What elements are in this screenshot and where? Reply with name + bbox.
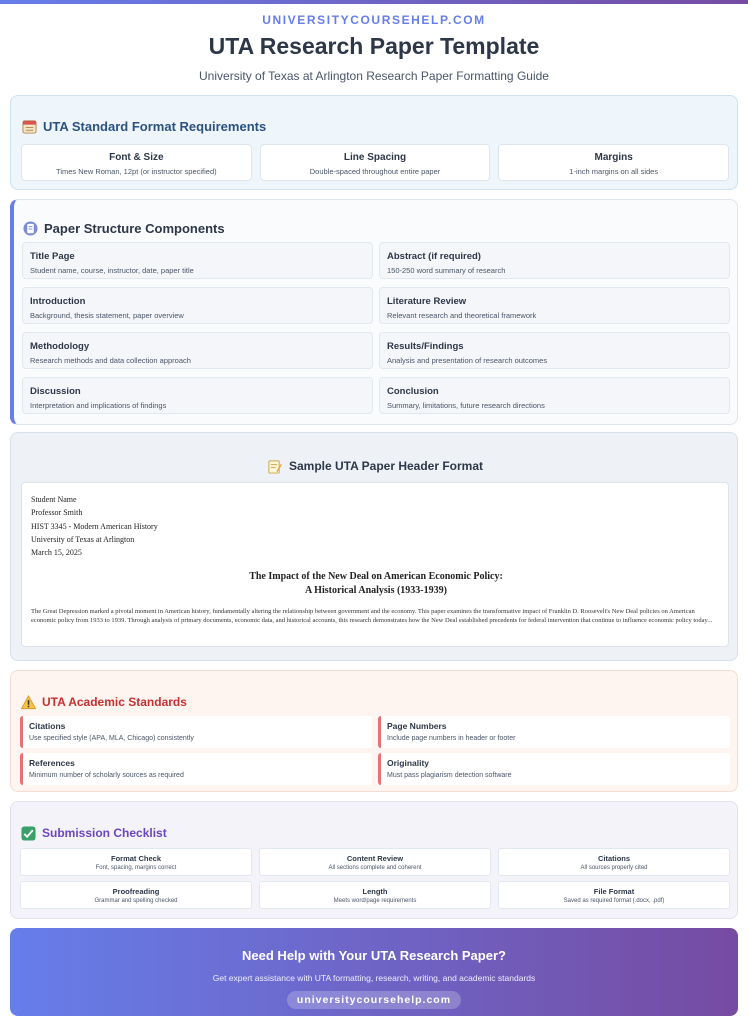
submission-checklist-section <box>10 801 738 919</box>
section-title: UTA Standard Format Requirements <box>43 118 267 134</box>
card-desc: 1-inch margins on all sides <box>569 167 659 176</box>
structure-card-conclusion <box>379 377 730 414</box>
card-desc: Grammar and spelling checked <box>94 898 178 904</box>
card-title: File Format <box>593 887 635 896</box>
top-accent-bar <box>0 0 748 4</box>
section-title: Submission Checklist <box>42 826 167 840</box>
card-desc: Saved as required format (.docx, .pdf) <box>563 898 665 904</box>
format-requirements-section <box>10 95 738 190</box>
submission-checklist-heading <box>20 825 167 841</box>
structure-card-abstract <box>379 242 730 279</box>
card-desc: All sources properly cited <box>580 865 648 871</box>
checklist-card-proofreading <box>20 881 252 909</box>
format-card-font <box>21 144 252 181</box>
document-icon <box>22 220 38 236</box>
help-cta-banner <box>10 928 738 1016</box>
card-desc: Times New Roman, 12pt (or instructor specified) <box>56 167 217 176</box>
sample-header-section <box>10 432 738 661</box>
header-line-university: University of Texas at Arlington <box>31 535 135 544</box>
card-title: Margins <box>594 152 633 163</box>
card-desc: Research methods and data collection approach <box>30 356 191 365</box>
checklist-card-content <box>259 848 491 876</box>
page-title: UTA Research Paper Template <box>208 33 540 59</box>
card-desc: Student name, course, instructor, date, paper title <box>30 266 194 275</box>
card-desc: Meets word/page requirements <box>333 898 417 904</box>
paper-structure-heading <box>22 220 225 236</box>
cta-title: Need Help with Your UTA Research Paper? <box>242 948 506 963</box>
structure-card-discussion <box>22 377 373 414</box>
header-line-name: Student Name <box>31 495 77 504</box>
card-title: Format Check <box>110 854 161 863</box>
standard-card-references <box>20 753 372 785</box>
cta-description: Get expert assistance with UTA formatting, research, writing, and academic standards <box>212 973 536 983</box>
checklist-card-citations <box>498 848 730 876</box>
standard-card-page-numbers <box>378 716 730 748</box>
card-desc: Summary, limitations, future research directions <box>387 401 545 410</box>
card-title: Results/Findings <box>387 341 464 352</box>
card-title: Proofreading <box>112 887 160 896</box>
header-line-date: March 15, 2025 <box>31 548 82 557</box>
cta-website-button[interactable]: universitycoursehelp.com <box>287 991 461 1009</box>
structure-card-methodology <box>22 332 373 369</box>
card-desc: Include page numbers in header or footer <box>387 735 516 742</box>
card-title: Methodology <box>30 341 90 352</box>
structure-card-results <box>379 332 730 369</box>
format-card-spacing <box>260 144 491 181</box>
section-title: Sample UTA Paper Header Format <box>288 459 484 473</box>
card-title: Originality <box>387 758 430 768</box>
card-title: Title Page <box>30 251 75 262</box>
academic-standards-section <box>10 670 738 792</box>
structure-card-introduction <box>22 287 373 324</box>
card-title: Content Review <box>346 854 404 863</box>
card-desc: Font, spacing, margins correct <box>95 865 177 871</box>
card-title: Discussion <box>30 386 81 397</box>
card-desc: Must pass plagiarism detection software <box>387 772 512 779</box>
standard-card-citations <box>20 716 372 748</box>
card-desc: Interpretation and implications of findings <box>30 401 167 410</box>
structure-card-literature-review <box>379 287 730 324</box>
page-header <box>0 13 748 83</box>
check-icon <box>20 825 36 841</box>
paper-title-line-2: A Historical Analysis (1933-1939) <box>305 585 447 596</box>
card-desc: Use specified style (APA, MLA, Chicago) consistently <box>29 735 194 742</box>
card-title: Literature Review <box>387 296 467 307</box>
card-title: References <box>29 758 75 768</box>
sample-paper <box>21 482 729 647</box>
academic-standards-heading <box>20 694 187 710</box>
header-line-course: HIST 3345 - Modern American History <box>31 522 158 531</box>
card-title: Citations <box>597 854 631 863</box>
paper-title-line-1: The Impact of the New Deal on American Economic Policy: <box>249 571 503 582</box>
card-title: Citations <box>29 721 66 731</box>
standard-card-originality <box>378 753 730 785</box>
card-title: Page Numbers <box>387 721 447 731</box>
card-desc: Relevant research and theoretical framework <box>387 311 537 320</box>
card-desc: Minimum number of scholarly sources as required <box>29 772 184 779</box>
section-title: UTA Academic Standards <box>42 695 187 709</box>
checklist-card-file-format <box>498 881 730 909</box>
card-desc: Double-spaced throughout entire paper <box>309 167 441 176</box>
card-desc: All sections complete and coherent <box>328 865 422 871</box>
page-subtitle: University of Texas at Arlington Research Paper Formatting Guide <box>199 69 549 83</box>
card-title: Font & Size <box>109 152 164 163</box>
checklist-card-format <box>20 848 252 876</box>
calendar-icon <box>21 118 37 134</box>
brand-link[interactable]: UNIVERSITYCOURSEHELP.COM <box>262 13 486 27</box>
card-desc: 150-250 word summary of research <box>387 266 506 275</box>
paper-abstract: The Great Depression marked a pivotal moment in American history, fundamentally altering the relationship between government and the economy. This paper examines the transformative impact of Franklin D. Roosevelt's New Deal policies on American economic policy from 1933 to 1939. Through analysis of primary documents, economic data, and historical accounts, this research demonstrates how the New Deal established precedents for federal intervention that continue to influence economic policy today... <box>31 608 713 624</box>
format-requirements-heading <box>21 118 266 134</box>
card-title: Abstract (if required) <box>387 251 481 262</box>
card-desc: Background, thesis statement, paper overview <box>30 311 184 320</box>
format-card-margins <box>498 144 729 181</box>
card-title: Line Spacing <box>343 152 407 163</box>
checklist-card-length <box>259 881 491 909</box>
structure-card-title-page <box>22 242 373 279</box>
sample-header-heading <box>11 458 739 474</box>
warning-icon <box>20 694 36 710</box>
paper-structure-section <box>10 199 738 425</box>
memo-icon <box>267 458 283 474</box>
card-title: Conclusion <box>387 386 439 397</box>
card-desc: Analysis and presentation of research outcomes <box>387 356 548 365</box>
header-line-professor: Professor Smith <box>31 508 83 517</box>
card-title: Length <box>362 887 388 896</box>
card-title: Introduction <box>30 296 86 307</box>
section-title: Paper Structure Components <box>44 220 225 236</box>
